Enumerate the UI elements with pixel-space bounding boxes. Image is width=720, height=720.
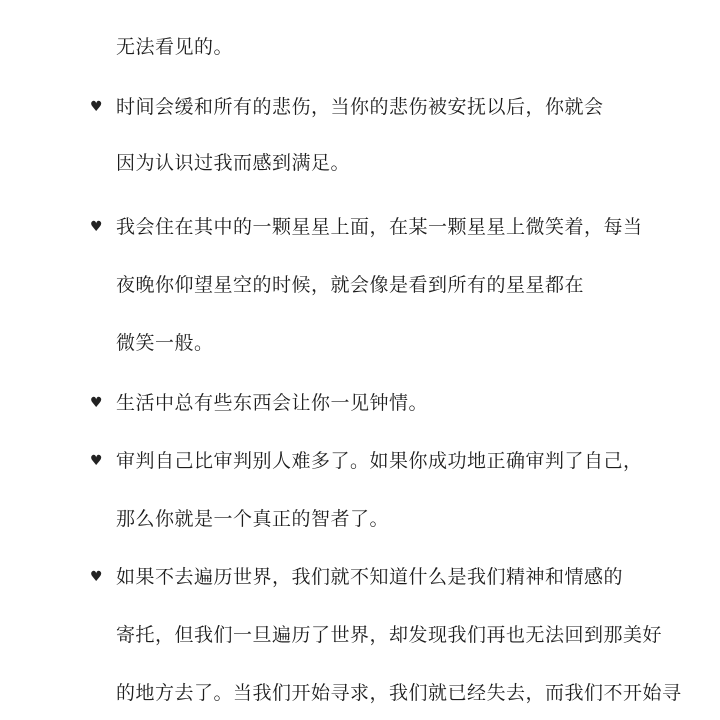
- heart-icon: ♥: [90, 395, 103, 411]
- text-line: 审判自己比审判别人难多了。如果你成功地正确审判了自己，: [116, 450, 643, 472]
- heart-icon: ♥: [90, 99, 103, 115]
- heart-icon: ♥: [90, 219, 103, 235]
- text-line: 如果不去遍历世界，我们就不知道什么是我们精神和情感的: [116, 566, 624, 588]
- text-line: 我会住在其中的一颗星星上面，在某一颗星星上微笑着，每当: [116, 216, 643, 238]
- text-line: 生活中总有些东西会让你一见钟情。: [116, 392, 429, 414]
- text-line: 无法看见的。: [116, 36, 234, 58]
- heart-icon: ♥: [90, 569, 103, 585]
- text-line: 微笑一般。: [116, 332, 214, 354]
- text-line: 的地方去了。当我们开始寻求，我们就已经失去，而我们不开始寻: [116, 682, 682, 704]
- text-line: 夜晚你仰望星空的时候，就会像是看到所有的星星都在: [116, 274, 585, 296]
- text-line: 因为认识过我而感到满足。: [116, 152, 351, 174]
- heart-icon: ♥: [90, 453, 103, 469]
- text-line: 那么你就是一个真正的智者了。: [116, 508, 390, 530]
- text-line: 寄托，但我们一旦遍历了世界，却发现我们再也无法回到那美好: [116, 624, 663, 646]
- text-line: 时间会缓和所有的悲伤，当你的悲伤被安抚以后，你就会: [116, 96, 604, 118]
